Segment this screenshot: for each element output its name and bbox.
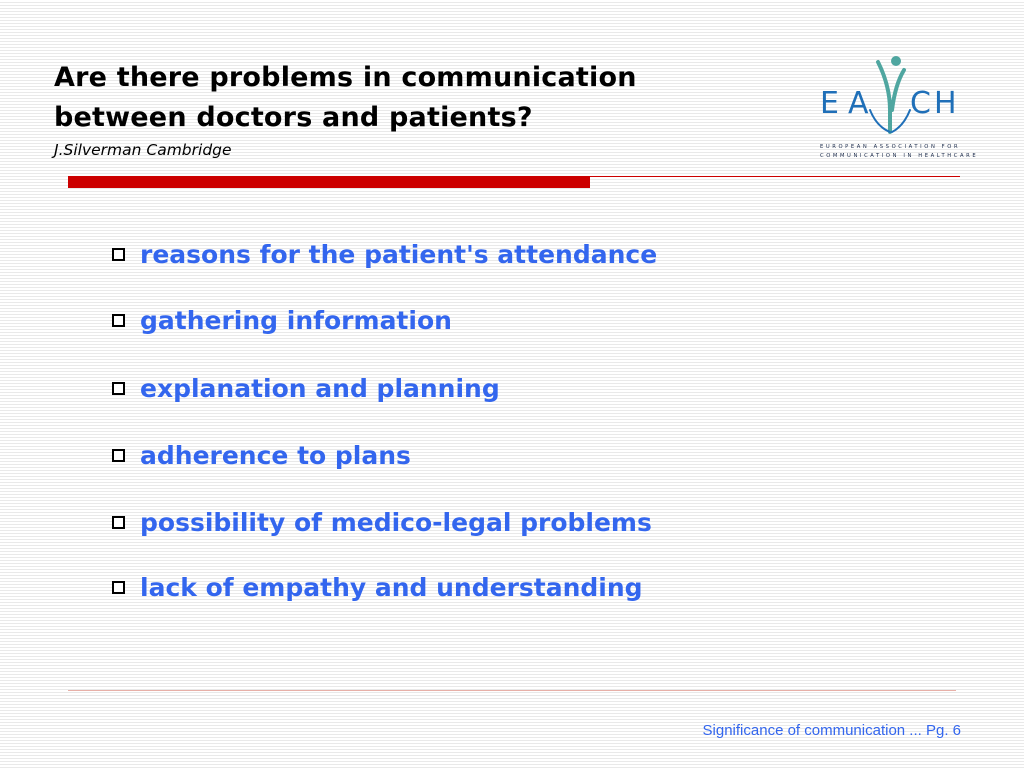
square-bullet-icon [112, 314, 125, 327]
bullet-text: gathering information [140, 306, 452, 335]
logo-graphic-icon [814, 50, 964, 145]
list-item [112, 573, 643, 602]
list-item [112, 441, 411, 470]
slide-subtitle: J.Silverman Cambridge [54, 141, 232, 159]
list-item [112, 306, 452, 335]
bullet-text: lack of empathy and understanding [140, 573, 643, 602]
square-bullet-icon [112, 516, 125, 529]
square-bullet-icon [112, 248, 125, 261]
slide-title-line-2: between doctors and patients? [54, 102, 533, 133]
title-divider-red-bar [68, 176, 590, 188]
list-item [112, 508, 652, 537]
square-bullet-icon [112, 449, 125, 462]
logo-tagline-line-2: COMMUNICATION IN HEALTHCARE [820, 153, 979, 159]
slide-title [54, 58, 637, 138]
footer-divider [68, 690, 956, 691]
list-item [112, 240, 657, 269]
bullet-text: adherence to plans [140, 441, 411, 470]
square-bullet-icon [112, 581, 125, 594]
slide-title-line-1: Are there problems in communication [54, 62, 637, 93]
slide-footer: Significance of communication ... Pg. 6 [702, 722, 961, 739]
bullet-text: reasons for the patient's attendance [140, 240, 658, 269]
bullet-text: explanation and planning [140, 374, 500, 403]
svg-text:C: C [910, 86, 931, 121]
title-divider [68, 174, 960, 190]
svg-text:A: A [848, 86, 869, 121]
square-bullet-icon [112, 382, 125, 395]
list-item [112, 374, 500, 403]
svg-text:E: E [820, 86, 839, 121]
svg-text:H: H [934, 86, 957, 121]
logo-tagline-line-1: EUROPEAN ASSOCIATION FOR [820, 144, 961, 150]
logo-tagline [820, 143, 979, 161]
bullet-text: possibility of medico-legal problems [140, 508, 652, 537]
title-divider-thin-line [590, 176, 960, 177]
